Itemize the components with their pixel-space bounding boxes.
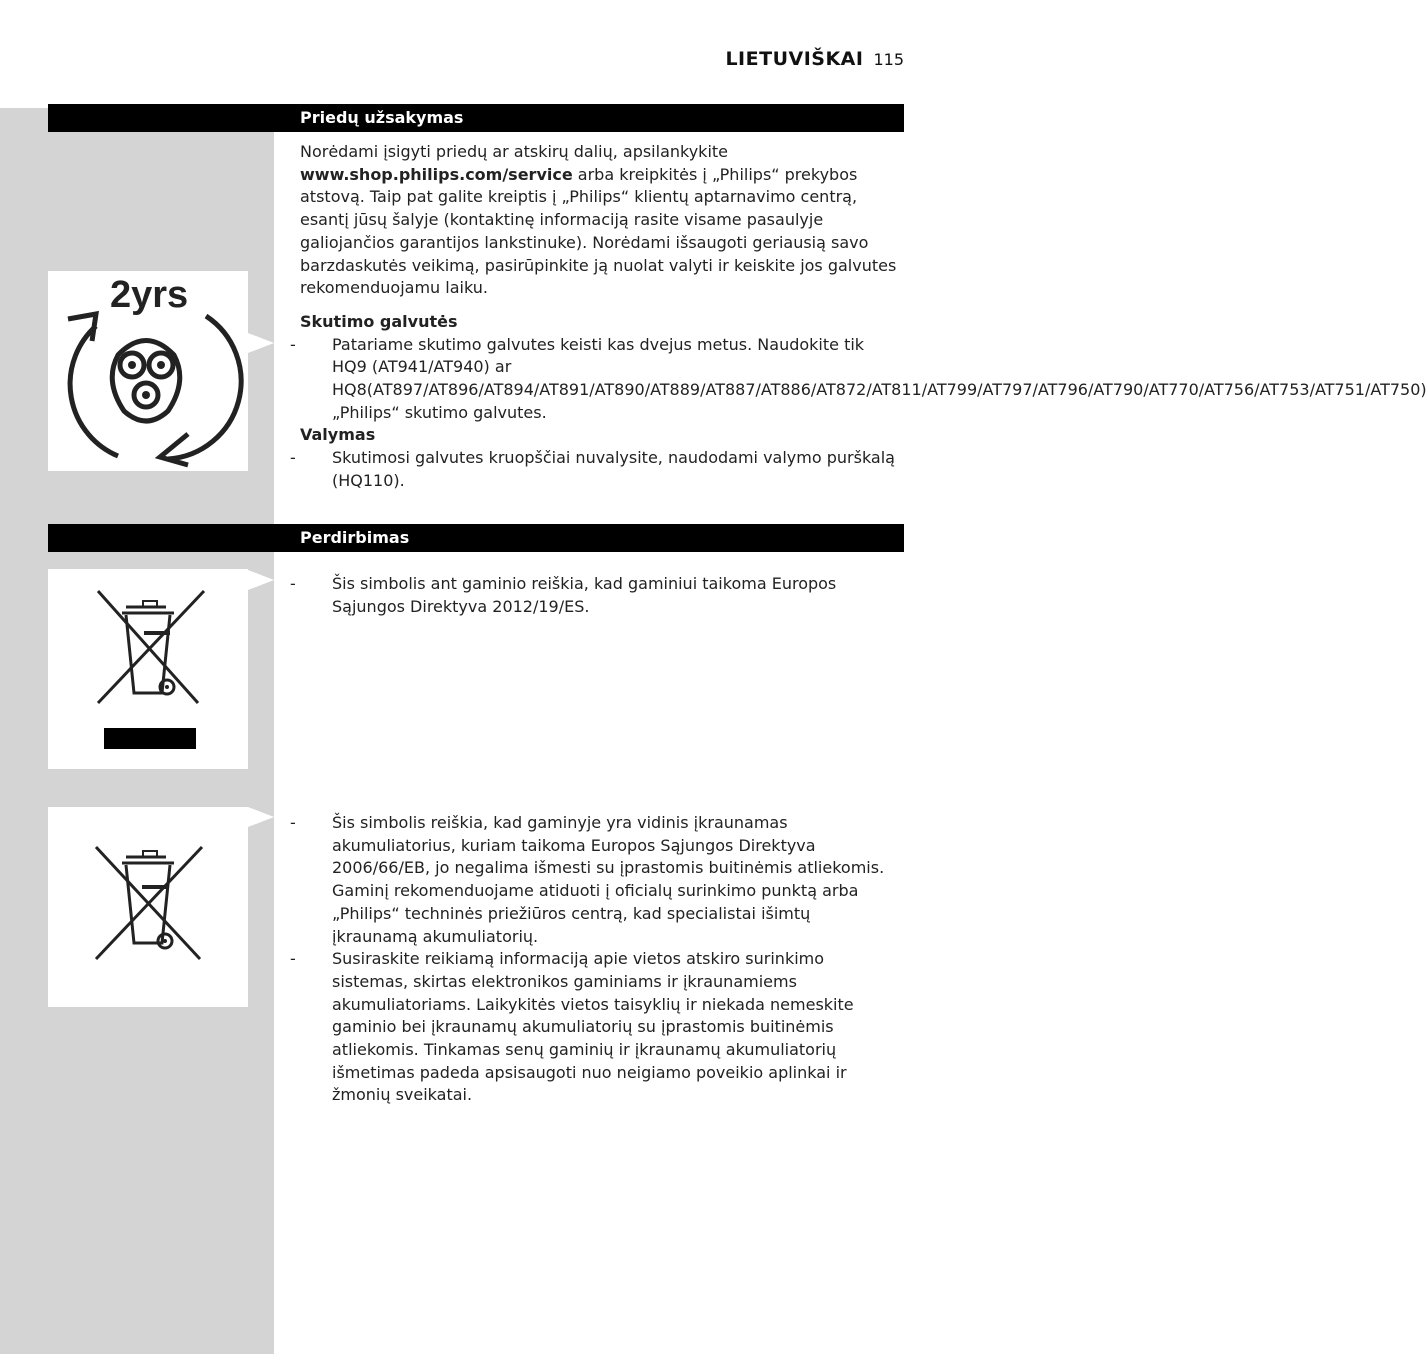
accessories-intro: Norėdami įsigyti priedų ar atskirų dalių, apsilankykite www.shop.philips.com/service arba kreipkitės į „Philips“ prekybos atstovą. Taip pat galite kreiptis į „Philips“ klientų aptarnavimo centrą, esantį jūsų šalyje (kontaktinę informaciją rasite visame pasaulyje galiojančios garantijos lankstinuke). Norėdami išsaugoti geriausią savo barzdaskutės veikimą, pasirūpinkite ją nuolat valyti ir keiskite jos galvutes rekomenduojamu laiku. [300,142,897,298]
list-item: - Susiraskite reikiamą informaciją apie vietos atskiro surinkimo sistemas, skirtas elektronikos gaminiams ir įkraunamiems akumuliatoriams. Laikykitės vietos taisyklių ir niekada nemeskite gaminio bei įkraunamų akumuliatorių su įprastomis buitinėmis atliekomis. Tinkamas senų gaminių ir įkraunamų akumuliatorių išmetimas padeda apsisaugoti nuo neigiamo poveikio aplinkai ir žmonių sveikatai. [290,949,854,1105]
callout-pointer [248,333,274,353]
2yrs-label: 2yrs [110,274,189,316]
section-bar-recycling [48,524,904,552]
accessories-text [290,141,1427,493]
recycling-text-1 [290,573,900,618]
callout-pointer [248,570,274,590]
language-title: LIETUVIŠKAI [725,48,864,70]
replacement-icon-box [48,271,248,471]
section-title-accessories: Priedų užsakymas [300,108,464,127]
list-item: - Patariame skutimo galvutes keisti kas dvejus metus. Naudokite tik HQ9 (AT941/AT940) ar HQ8(AT897/AT896/AT894/AT891/AT890/AT889/AT887/AT886/AT872/AT811/AT799/AT797/AT796/AT790/AT770/AT756/AT753/AT751/AT750) „Philips“ skutimo galvutes. [290,334,1427,422]
list-item: - Šis simbolis reiškia, kad gaminyje yra vidinis įkraunamas akumuliatorius, kuriam taikoma Europos Sąjungos Direktyva 2006/66/EB, jo negalima išmesti su įprastomis buitinėmis atliekomis. Gaminį rekomenduojame atiduoti į oficialų surinkimo punktą arba „Philips“ techninės priežiūros centrą, kad specialistai išimtų įkraunamą akumuliatorių. [290,813,885,946]
crossed-bin-battery-icon [48,807,248,1007]
crossed-bin-icon [48,569,248,769]
battery-icon-box [48,807,248,1007]
callout-pointer [248,807,274,827]
section-title-recycling: Perdirbimas [300,528,410,547]
recycling-text-2 [290,812,900,1107]
shaving-heads-2yrs-icon [48,271,248,471]
page-number: 115 [873,50,904,69]
page-header [725,48,904,70]
shop-link[interactable]: www.shop.philips.com/service [300,164,573,184]
section-bar-accessories [48,104,904,132]
cleaning-subtitle: Valymas [300,425,376,445]
list-item: - Šis simbolis ant gaminio reiškia, kad gaminiui taikoma Europos Sąjungos Direktyva 2012/19/ES. [290,574,837,616]
list-item: - Skutimosi galvutes kruopščiai nuvalysite, naudodami valymo purškalą (HQ110). [290,448,895,490]
heads-subtitle: Skutimo galvutės [300,311,458,331]
weee-icon-box [48,569,248,769]
